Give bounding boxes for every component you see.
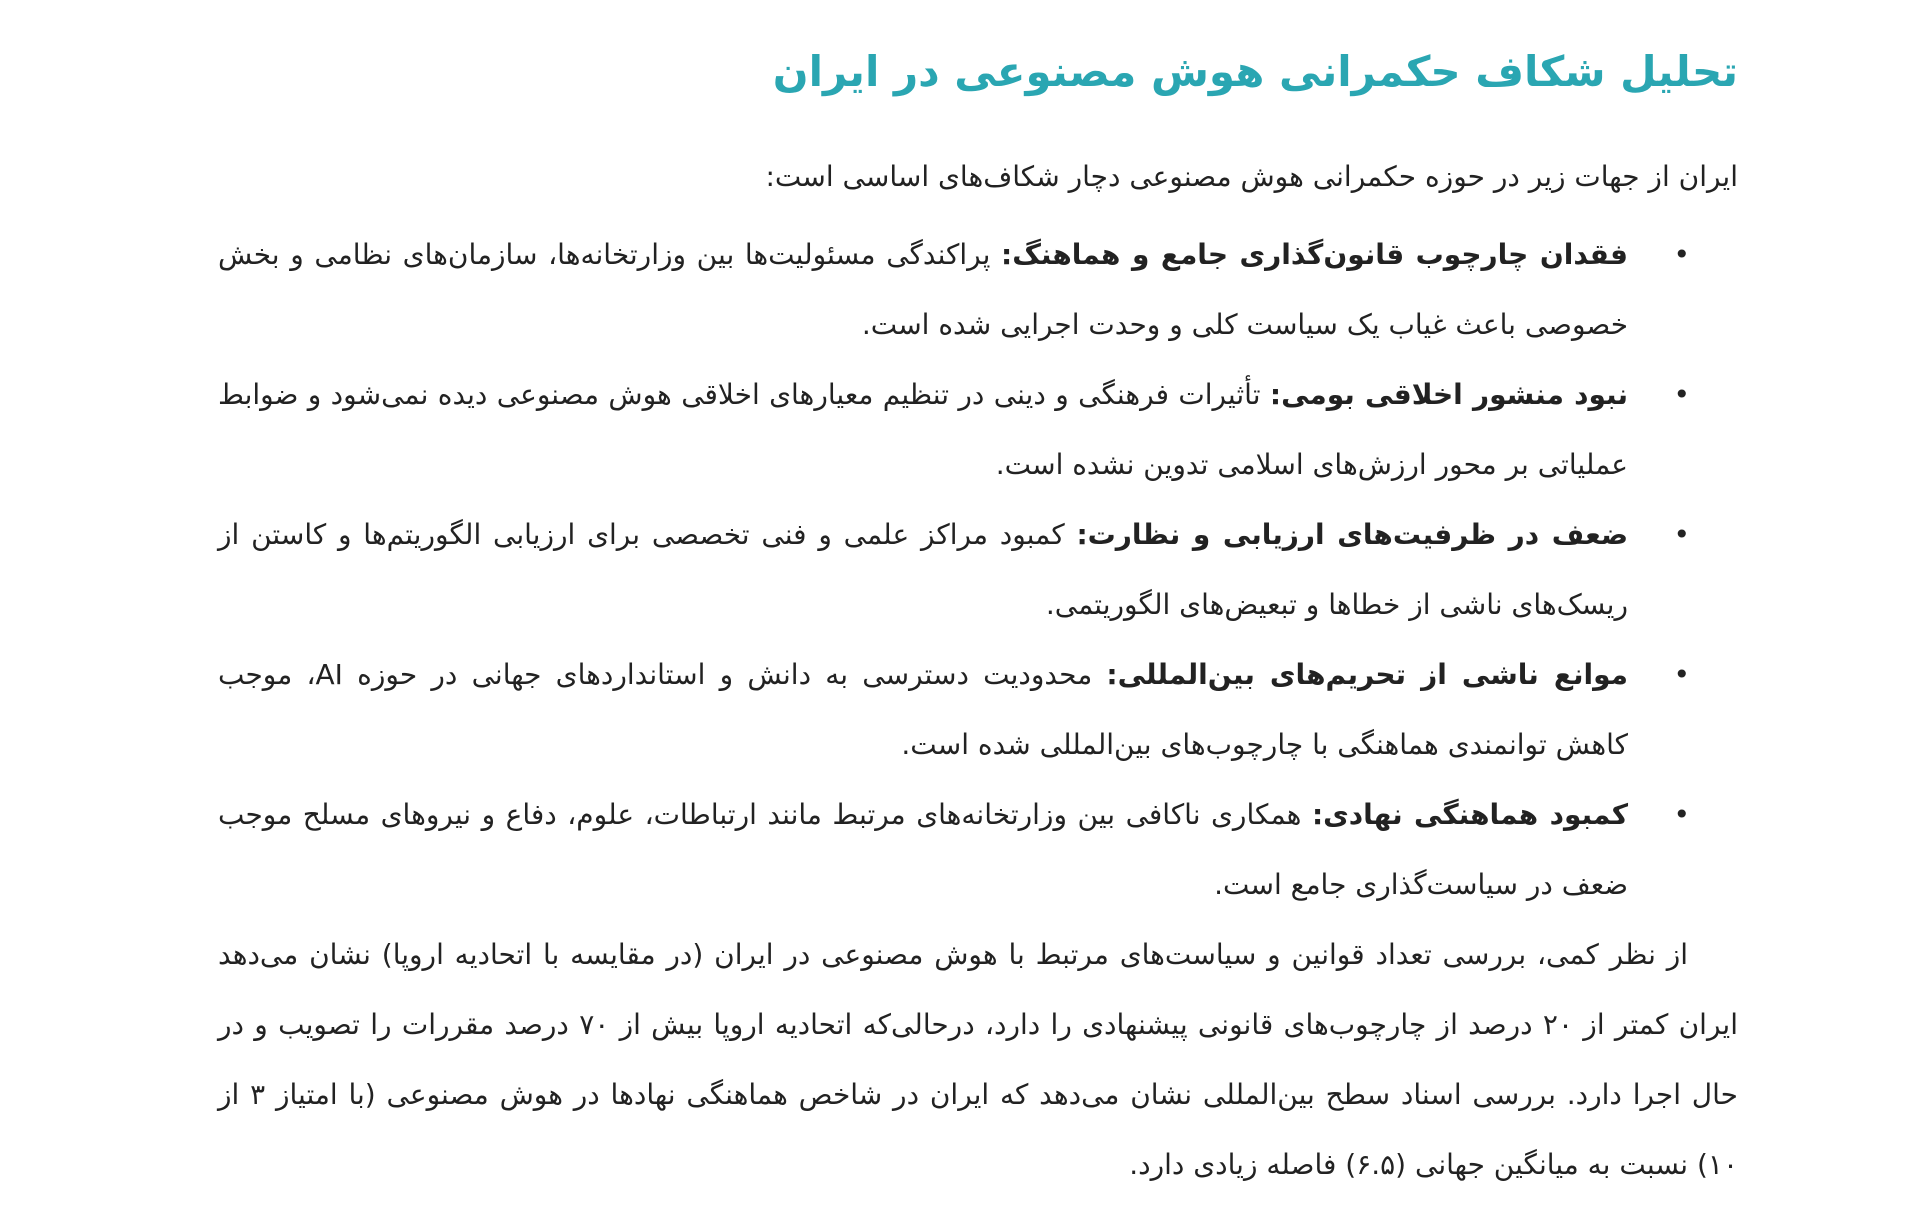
list-item [218, 360, 1738, 500]
page-title: تحلیل شکاف حکمرانی هوش مصنوعی در ایران [772, 47, 1738, 96]
closing-paragraph: از نظر کمی، بررسی تعداد قوانین و سیاست‌های مرتبط با هوش مصنوعی در ایران (در مقایسه با اتحادیه اروپا) نشان می‌دهد ایران کمتر از ۲۰ درصد از چارچوب‌های قانونی پیشنهادی را دارد، درحالی‌که اتحادیه اروپا بیش از ۷۰ درصد مقررات را تصویب و در حال اجرا دارد. بررسی اسناد سطح بین‌المللی نشان می‌دهد که ایران در شاخص هماهنگی نهادها در هوش مصنوعی (با امتیاز ۳ از ۱۰) نسبت به میانگین جهانی (۶.۵) فاصله زیادی دارد. [218, 938, 1738, 1181]
list-item [218, 640, 1738, 780]
list-item [218, 500, 1738, 640]
bullet-dot-icon: • [1673, 798, 1690, 831]
bullet-dot-icon: • [1673, 378, 1690, 411]
bullet-dot-icon: • [1673, 658, 1690, 691]
list-item-heading: فقدان چارچوب قانون‌گذاری جامع و هماهنگ: [1001, 238, 1628, 271]
list-item-heading: ضعف در ظرفیت‌های ارزیابی و نظارت: [1076, 518, 1629, 551]
bullet-dot-icon: • [1673, 238, 1690, 271]
list-item [218, 780, 1738, 920]
bullet-dot-icon: • [1673, 518, 1690, 551]
list-item-text: کمبود مراکز علمی و فنی تخصصی برای ارزیابی الگوریتم‌ها و کاستن از ریسک‌های ناشی از خطاها و تبعیض‌های الگوریتمی. [218, 518, 1628, 621]
document-page [218, 40, 1738, 1200]
list-item-text: محدودیت دسترسی به دانش و استانداردهای جهانی در حوزه AI، موجب کاهش توانمندی هماهنگی با چارچوب‌های بین‌المللی شده است. [218, 658, 1628, 761]
gap-list [218, 220, 1738, 920]
list-item-heading: موانع ناشی از تحریم‌های بین‌المللی: [1106, 658, 1629, 691]
list-item [218, 220, 1738, 360]
list-item-text: پراکندگی مسئولیت‌ها بین وزارتخانه‌ها، سازمان‌های نظامی و بخش خصوصی باعث غیاب یک سیاست کلی و وحدت اجرایی شده است. [218, 238, 1628, 341]
list-item-heading: کمبود هماهنگی نهادی: [1311, 798, 1628, 831]
intro-paragraph: ایران از جهات زیر در حوزه حکمرانی هوش مصنوعی دچار شکاف‌های اساسی است: [765, 160, 1738, 193]
list-item-text: تأثیرات فرهنگی و دینی در تنظیم معیارهای اخلاقی هوش مصنوعی دیده نمی‌شود و ضوابط عملیاتی بر محور ارزش‌های اسلامی تدوین نشده است. [218, 378, 1628, 481]
list-item-heading: نبود منشور اخلاقی بومی: [1269, 378, 1628, 411]
list-item-text: همکاری ناکافی بین وزارتخانه‌های مرتبط مانند ارتباطات، علوم، دفاع و نیروهای مسلح موجب ضعف در سیاست‌گذاری جامع است. [218, 798, 1628, 901]
